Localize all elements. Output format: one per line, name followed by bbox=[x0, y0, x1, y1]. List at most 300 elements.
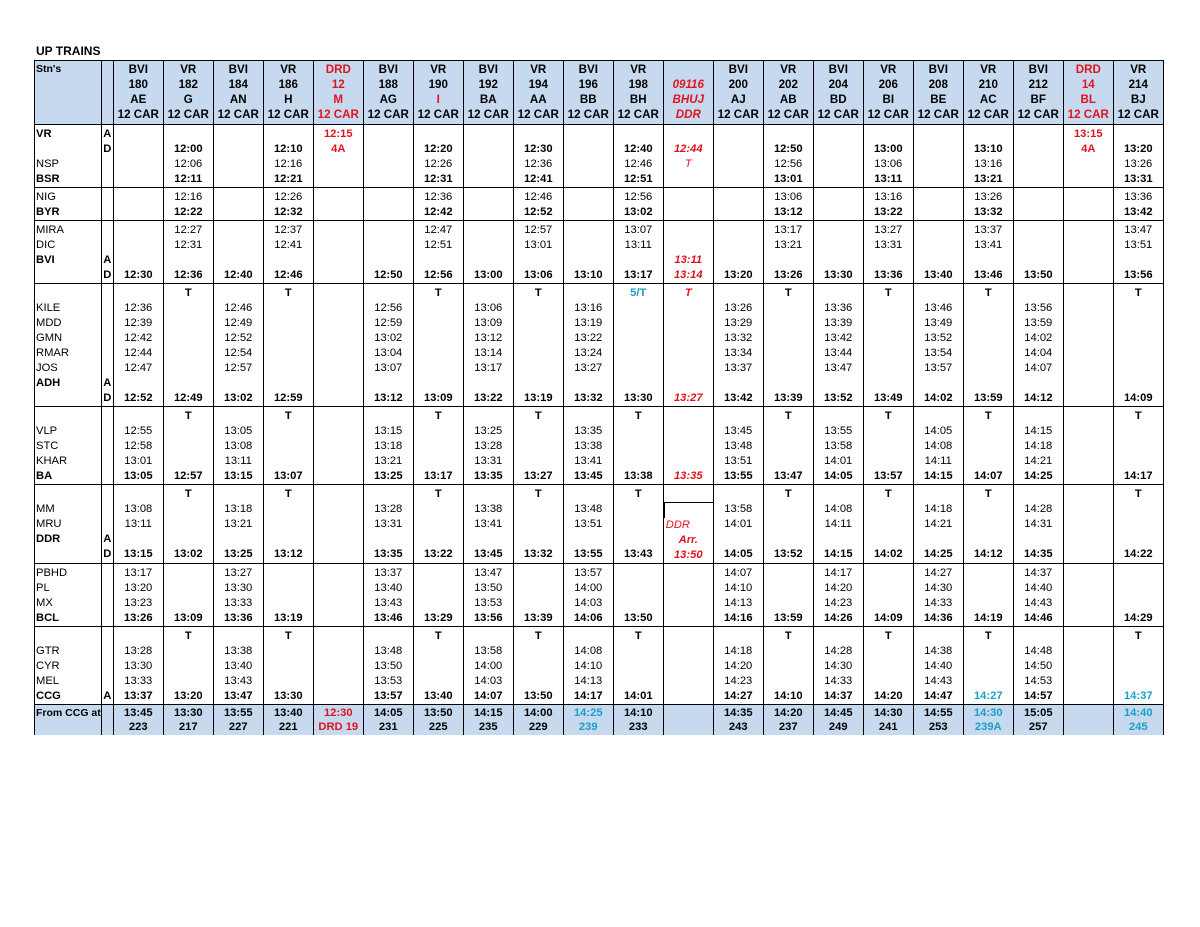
time-cell bbox=[314, 532, 363, 547]
time-cell: 13:29 bbox=[724, 317, 753, 329]
train-header-l2: 12 bbox=[331, 78, 345, 91]
time-cell bbox=[1064, 172, 1113, 187]
train-times bbox=[663, 221, 713, 284]
time-cell bbox=[514, 127, 563, 142]
train-header-l4: 12 CAR bbox=[317, 108, 359, 121]
time-cell bbox=[514, 517, 563, 532]
time-cell bbox=[314, 190, 363, 205]
train-times bbox=[163, 284, 213, 407]
time-cell: 14:31 bbox=[1024, 518, 1053, 530]
train-header-l4: 12 CAR bbox=[1067, 108, 1109, 121]
time-cell: T bbox=[884, 410, 892, 422]
time-cell: 13:42 bbox=[824, 332, 853, 344]
station-name: BA bbox=[36, 470, 53, 482]
return-time: 12:30 bbox=[323, 707, 353, 719]
train-times bbox=[763, 284, 813, 407]
time-cell: 13:11 bbox=[124, 518, 152, 530]
time-cell bbox=[814, 629, 863, 644]
train-times bbox=[563, 485, 613, 564]
arr-dep-marker: D bbox=[103, 269, 112, 281]
time-cell: 14:15 bbox=[823, 548, 853, 560]
train-header-l2: 184 bbox=[228, 78, 248, 91]
station-name: MRU bbox=[36, 518, 62, 530]
time-cell bbox=[764, 361, 813, 376]
time-cell: 13:10 bbox=[973, 143, 1003, 155]
train-header bbox=[263, 61, 313, 125]
time-cell: T bbox=[534, 488, 542, 500]
time-cell bbox=[114, 190, 163, 205]
time-cell bbox=[1064, 629, 1113, 644]
time-cell bbox=[1064, 469, 1113, 484]
time-cell bbox=[914, 190, 963, 205]
train-times bbox=[713, 564, 763, 627]
train-header bbox=[513, 61, 563, 125]
station-group bbox=[35, 627, 1164, 705]
time-cell: 14:57 bbox=[1023, 690, 1053, 702]
train-times bbox=[313, 627, 363, 705]
time-cell: 14:28 bbox=[824, 645, 853, 657]
time-cell bbox=[864, 301, 913, 316]
time-cell bbox=[714, 629, 763, 644]
time-cell bbox=[764, 532, 813, 547]
time-cell: 12:36 bbox=[124, 302, 153, 314]
train-times bbox=[213, 188, 263, 221]
train-times bbox=[1113, 221, 1163, 284]
time-cell bbox=[1114, 502, 1163, 517]
train-header-l2: 212 bbox=[1028, 78, 1048, 91]
time-cell bbox=[1114, 253, 1163, 268]
time-cell: 12:31 bbox=[423, 173, 453, 185]
arr-dep-marker: D bbox=[103, 143, 112, 155]
time-cell: 12:41 bbox=[523, 173, 553, 185]
time-cell bbox=[314, 376, 363, 391]
return-train: 243 bbox=[728, 721, 748, 733]
time-cell: 13:47 bbox=[824, 362, 853, 374]
train-times bbox=[1013, 564, 1063, 627]
time-cell bbox=[1064, 346, 1113, 361]
time-cell bbox=[464, 127, 513, 142]
time-cell bbox=[164, 253, 213, 268]
time-cell: 13:38 bbox=[224, 645, 253, 657]
time-cell bbox=[164, 127, 213, 142]
time-cell bbox=[164, 674, 213, 689]
train-header bbox=[113, 61, 163, 125]
time-cell: 13:09 bbox=[423, 392, 453, 404]
time-cell: 13:42 bbox=[1123, 206, 1153, 218]
arr-dep-marker bbox=[102, 346, 113, 361]
return-info bbox=[463, 705, 513, 736]
time-cell bbox=[564, 238, 613, 253]
time-cell bbox=[1114, 517, 1163, 532]
time-cell bbox=[364, 172, 413, 187]
time-cell: 14:28 bbox=[1024, 503, 1053, 515]
time-cell bbox=[414, 674, 463, 689]
station-name bbox=[36, 409, 101, 424]
time-cell bbox=[1014, 190, 1063, 205]
time-cell bbox=[614, 301, 663, 316]
time-cell bbox=[264, 361, 313, 376]
time-cell bbox=[314, 223, 363, 238]
return-train: 237 bbox=[778, 721, 798, 733]
time-cell bbox=[314, 424, 363, 439]
time-cell bbox=[1064, 253, 1113, 268]
time-cell: 12:42 bbox=[423, 206, 453, 218]
train-times bbox=[463, 564, 513, 627]
train-times bbox=[663, 188, 713, 221]
station-group bbox=[35, 407, 1164, 485]
station-name: VR bbox=[36, 128, 52, 140]
time-cell bbox=[464, 376, 513, 391]
train-header-l2: 180 bbox=[128, 78, 148, 91]
time-cell: 12:40 bbox=[223, 269, 253, 281]
time-cell bbox=[364, 190, 413, 205]
return-time: 13:30 bbox=[173, 707, 203, 719]
station-name: STC bbox=[36, 440, 59, 452]
train-times bbox=[813, 284, 863, 407]
time-cell bbox=[614, 674, 663, 689]
train-header-l1: VR bbox=[880, 63, 897, 76]
train-times bbox=[313, 125, 363, 188]
time-cell: 13:51 bbox=[724, 455, 753, 467]
time-cell: 12:16 bbox=[174, 191, 203, 203]
train-header-l4: 12 CAR bbox=[717, 108, 759, 121]
time-cell bbox=[714, 157, 763, 172]
train-header-l1: VR bbox=[430, 63, 447, 76]
time-cell bbox=[314, 629, 363, 644]
arr-dep-marker: A bbox=[103, 377, 112, 389]
train-header-l3: BE bbox=[930, 93, 947, 106]
time-cell bbox=[264, 127, 313, 142]
train-times bbox=[913, 485, 963, 564]
train-header-l2: 09116 bbox=[672, 78, 704, 91]
train-times bbox=[363, 221, 413, 284]
train-times bbox=[963, 564, 1013, 627]
time-cell bbox=[414, 659, 463, 674]
time-cell: 13:46 bbox=[924, 302, 953, 314]
time-cell bbox=[414, 424, 463, 439]
return-train: 253 bbox=[928, 721, 948, 733]
train-header bbox=[413, 61, 463, 125]
time-cell: T bbox=[184, 410, 192, 422]
time-cell bbox=[214, 223, 263, 238]
time-cell bbox=[1114, 674, 1163, 689]
time-cell bbox=[164, 644, 213, 659]
time-cell bbox=[364, 629, 413, 644]
train-header-l1: VR bbox=[530, 63, 547, 76]
station-name: JOS bbox=[36, 362, 58, 374]
time-cell bbox=[964, 659, 1013, 674]
time-cell bbox=[664, 205, 713, 220]
time-cell bbox=[664, 238, 713, 253]
train-header-l3: AN bbox=[229, 93, 247, 106]
return-train: 217 bbox=[178, 721, 198, 733]
train-header bbox=[963, 61, 1013, 125]
train-header-l3: AC bbox=[979, 93, 997, 106]
time-cell bbox=[164, 376, 213, 391]
time-cell bbox=[214, 629, 263, 644]
train-times bbox=[863, 284, 913, 407]
time-cell: 14:47 bbox=[923, 690, 953, 702]
time-cell: 13:54 bbox=[924, 347, 953, 359]
return-time bbox=[1064, 706, 1113, 720]
time-cell bbox=[1114, 361, 1163, 376]
time-cell bbox=[114, 629, 163, 644]
time-cell bbox=[564, 205, 613, 220]
station-group bbox=[35, 284, 1164, 407]
time-cell bbox=[1064, 566, 1113, 581]
train-header-l4: 12 CAR bbox=[167, 108, 209, 121]
station-name: CYR bbox=[36, 660, 60, 672]
time-cell: 13:44 bbox=[824, 347, 853, 359]
train-times bbox=[513, 188, 563, 221]
time-cell: T bbox=[684, 158, 692, 170]
time-cell: 13:39 bbox=[523, 612, 553, 624]
train-times bbox=[1113, 407, 1163, 485]
time-cell: 13:50 bbox=[523, 690, 553, 702]
time-cell: 13:27 bbox=[574, 362, 603, 374]
time-cell: 13:31 bbox=[874, 239, 903, 251]
train-header-l3: BI bbox=[882, 93, 895, 106]
time-cell bbox=[464, 286, 513, 301]
time-cell bbox=[564, 286, 613, 301]
arr-dep-marker bbox=[102, 674, 113, 689]
time-cell: 14:46 bbox=[1023, 612, 1053, 624]
time-cell bbox=[364, 238, 413, 253]
time-cell bbox=[1064, 439, 1113, 454]
station-name: DDR bbox=[36, 533, 61, 545]
time-cell: 12:11 bbox=[174, 173, 203, 185]
time-cell bbox=[1064, 316, 1113, 331]
train-times bbox=[813, 627, 863, 705]
return-info bbox=[813, 705, 863, 736]
time-cell bbox=[314, 205, 363, 220]
train-header-l2: 14 bbox=[1081, 78, 1095, 91]
time-cell: 12:49 bbox=[173, 392, 203, 404]
time-cell: T bbox=[184, 630, 192, 642]
train-times bbox=[163, 125, 213, 188]
return-time: 13:50 bbox=[423, 707, 453, 719]
time-cell: 14:25 bbox=[923, 548, 953, 560]
time-cell: 13:37 bbox=[974, 224, 1003, 236]
time-cell bbox=[164, 454, 213, 469]
arr-dep-marker bbox=[102, 157, 113, 172]
time-cell bbox=[614, 566, 663, 581]
time-cell bbox=[1014, 532, 1063, 547]
time-cell: 13:36 bbox=[824, 302, 853, 314]
train-header-l3: G bbox=[183, 93, 193, 106]
train-times bbox=[763, 407, 813, 485]
time-cell bbox=[864, 659, 913, 674]
time-cell: 13:50 bbox=[1023, 269, 1053, 281]
time-cell: T bbox=[684, 287, 692, 299]
time-cell bbox=[1114, 301, 1163, 316]
train-times bbox=[513, 221, 563, 284]
time-cell bbox=[114, 238, 163, 253]
time-cell bbox=[614, 376, 663, 391]
time-cell: 13:52 bbox=[823, 392, 853, 404]
time-cell: 13:32 bbox=[724, 332, 753, 344]
time-cell: 13:04 bbox=[374, 347, 403, 359]
train-header-l4: 12 CAR bbox=[867, 108, 909, 121]
train-times bbox=[1013, 284, 1063, 407]
time-cell: 13:49 bbox=[924, 317, 953, 329]
return-train: 245 bbox=[1128, 721, 1148, 733]
time-cell: 12:30 bbox=[523, 143, 553, 155]
train-times bbox=[263, 627, 313, 705]
train-times bbox=[813, 188, 863, 221]
time-cell bbox=[864, 346, 913, 361]
time-cell: 13:57 bbox=[373, 690, 403, 702]
return-info bbox=[613, 705, 663, 736]
time-cell: 13:05 bbox=[224, 425, 253, 437]
time-cell: T bbox=[184, 488, 192, 500]
arr-dep-marker bbox=[102, 454, 113, 469]
time-cell bbox=[1064, 286, 1113, 301]
time-cell: 12:21 bbox=[273, 173, 303, 185]
station-name: KHAR bbox=[36, 455, 68, 467]
time-cell: 14:33 bbox=[924, 597, 953, 609]
train-times bbox=[563, 188, 613, 221]
time-cell: 12:26 bbox=[274, 191, 303, 203]
time-cell: 13:40 bbox=[423, 690, 453, 702]
time-cell bbox=[514, 502, 563, 517]
train-header-l4: 12 CAR bbox=[117, 108, 159, 121]
station-names bbox=[35, 485, 102, 564]
arr-dep-marker bbox=[102, 301, 113, 316]
time-cell: 13:37 bbox=[374, 567, 403, 579]
time-cell: 13:36 bbox=[873, 269, 903, 281]
train-times bbox=[163, 627, 213, 705]
time-cell bbox=[364, 409, 413, 424]
time-cell bbox=[614, 424, 663, 439]
time-cell bbox=[1064, 190, 1113, 205]
time-cell bbox=[514, 439, 563, 454]
return-train: 223 bbox=[128, 721, 148, 733]
time-cell bbox=[514, 346, 563, 361]
return-info bbox=[263, 705, 313, 736]
arr-dep-markers bbox=[101, 485, 113, 564]
time-cell: 13:30 bbox=[623, 392, 653, 404]
train-header-l1: BVI bbox=[928, 63, 948, 76]
time-cell: 14:21 bbox=[1024, 455, 1053, 467]
arr-dep-markers bbox=[101, 407, 113, 485]
time-cell: 13:42 bbox=[723, 392, 753, 404]
train-times bbox=[663, 627, 713, 705]
time-cell: 12:55 bbox=[124, 425, 153, 437]
time-cell: 14:48 bbox=[1024, 645, 1053, 657]
time-cell bbox=[464, 223, 513, 238]
time-cell bbox=[264, 581, 313, 596]
time-cell: 12:59 bbox=[374, 317, 403, 329]
time-cell bbox=[314, 454, 363, 469]
time-cell: 14:18 bbox=[924, 503, 953, 515]
time-cell bbox=[764, 376, 813, 391]
footer-row bbox=[35, 705, 1164, 736]
time-cell bbox=[464, 205, 513, 220]
train-header-l1 bbox=[664, 62, 713, 77]
time-cell: 14:23 bbox=[724, 675, 753, 687]
footer-ad bbox=[101, 705, 113, 736]
time-cell: 14:50 bbox=[1024, 660, 1053, 672]
train-header-l3: AJ bbox=[730, 93, 746, 106]
time-cell: 13:01 bbox=[124, 455, 153, 467]
time-cell bbox=[164, 502, 213, 517]
train-times bbox=[563, 407, 613, 485]
arr-dep-marker bbox=[102, 424, 113, 439]
time-cell bbox=[264, 376, 313, 391]
time-cell: 13:55 bbox=[573, 548, 603, 560]
station-name: ADH bbox=[36, 377, 61, 389]
train-header-l2: 206 bbox=[878, 78, 898, 91]
time-cell: 13:11 bbox=[624, 239, 652, 251]
train-times bbox=[763, 485, 813, 564]
time-cell bbox=[764, 644, 813, 659]
time-cell: 13:33 bbox=[224, 597, 253, 609]
time-cell bbox=[964, 644, 1013, 659]
arr-dep-marker bbox=[102, 596, 113, 611]
time-cell bbox=[764, 596, 813, 611]
time-cell: 14:11 bbox=[824, 518, 852, 530]
station-name bbox=[36, 487, 101, 502]
time-cell bbox=[864, 424, 913, 439]
return-train: 225 bbox=[428, 721, 448, 733]
time-cell: 13:00 bbox=[873, 143, 903, 155]
train-times bbox=[563, 564, 613, 627]
time-cell bbox=[964, 301, 1013, 316]
time-cell bbox=[864, 331, 913, 346]
time-cell: 13:20 bbox=[1123, 143, 1153, 155]
time-cell: 12:56 bbox=[423, 269, 453, 281]
train-header-l4: 12 CAR bbox=[467, 108, 509, 121]
time-cell bbox=[414, 532, 463, 547]
time-cell bbox=[414, 439, 463, 454]
time-cell: 14:37 bbox=[823, 690, 853, 702]
train-times bbox=[463, 627, 513, 705]
time-cell: 12:15 bbox=[323, 128, 353, 140]
header-row bbox=[35, 61, 1164, 125]
time-cell: 13:07 bbox=[273, 470, 303, 482]
station-name: BVI bbox=[36, 254, 55, 266]
train-times bbox=[1013, 221, 1063, 284]
ad-header bbox=[101, 61, 113, 125]
time-cell: 12:47 bbox=[424, 224, 453, 236]
time-cell bbox=[214, 205, 263, 220]
return-time: 14:00 bbox=[523, 707, 553, 719]
time-cell bbox=[814, 376, 863, 391]
time-cell bbox=[314, 611, 363, 626]
time-cell: 13:43 bbox=[224, 675, 253, 687]
time-cell: 13:38 bbox=[623, 470, 653, 482]
time-cell bbox=[264, 316, 313, 331]
time-cell bbox=[864, 532, 913, 547]
time-cell bbox=[164, 439, 213, 454]
train-header-l2: 208 bbox=[928, 78, 948, 91]
time-cell: 13:53 bbox=[374, 675, 403, 687]
time-cell: 14:43 bbox=[1024, 597, 1053, 609]
time-cell bbox=[864, 644, 913, 659]
return-train: 257 bbox=[1028, 721, 1048, 733]
time-cell bbox=[664, 674, 713, 689]
train-times bbox=[213, 407, 263, 485]
train-header-l1: BVI bbox=[1028, 63, 1048, 76]
arr-dep-marker: D bbox=[103, 392, 112, 404]
time-cell: 12:52 bbox=[523, 206, 553, 218]
train-header-l2: 194 bbox=[528, 78, 548, 91]
time-cell bbox=[314, 689, 363, 704]
train-times bbox=[513, 125, 563, 188]
time-cell: 14:20 bbox=[724, 660, 753, 672]
time-cell: T bbox=[434, 410, 442, 422]
